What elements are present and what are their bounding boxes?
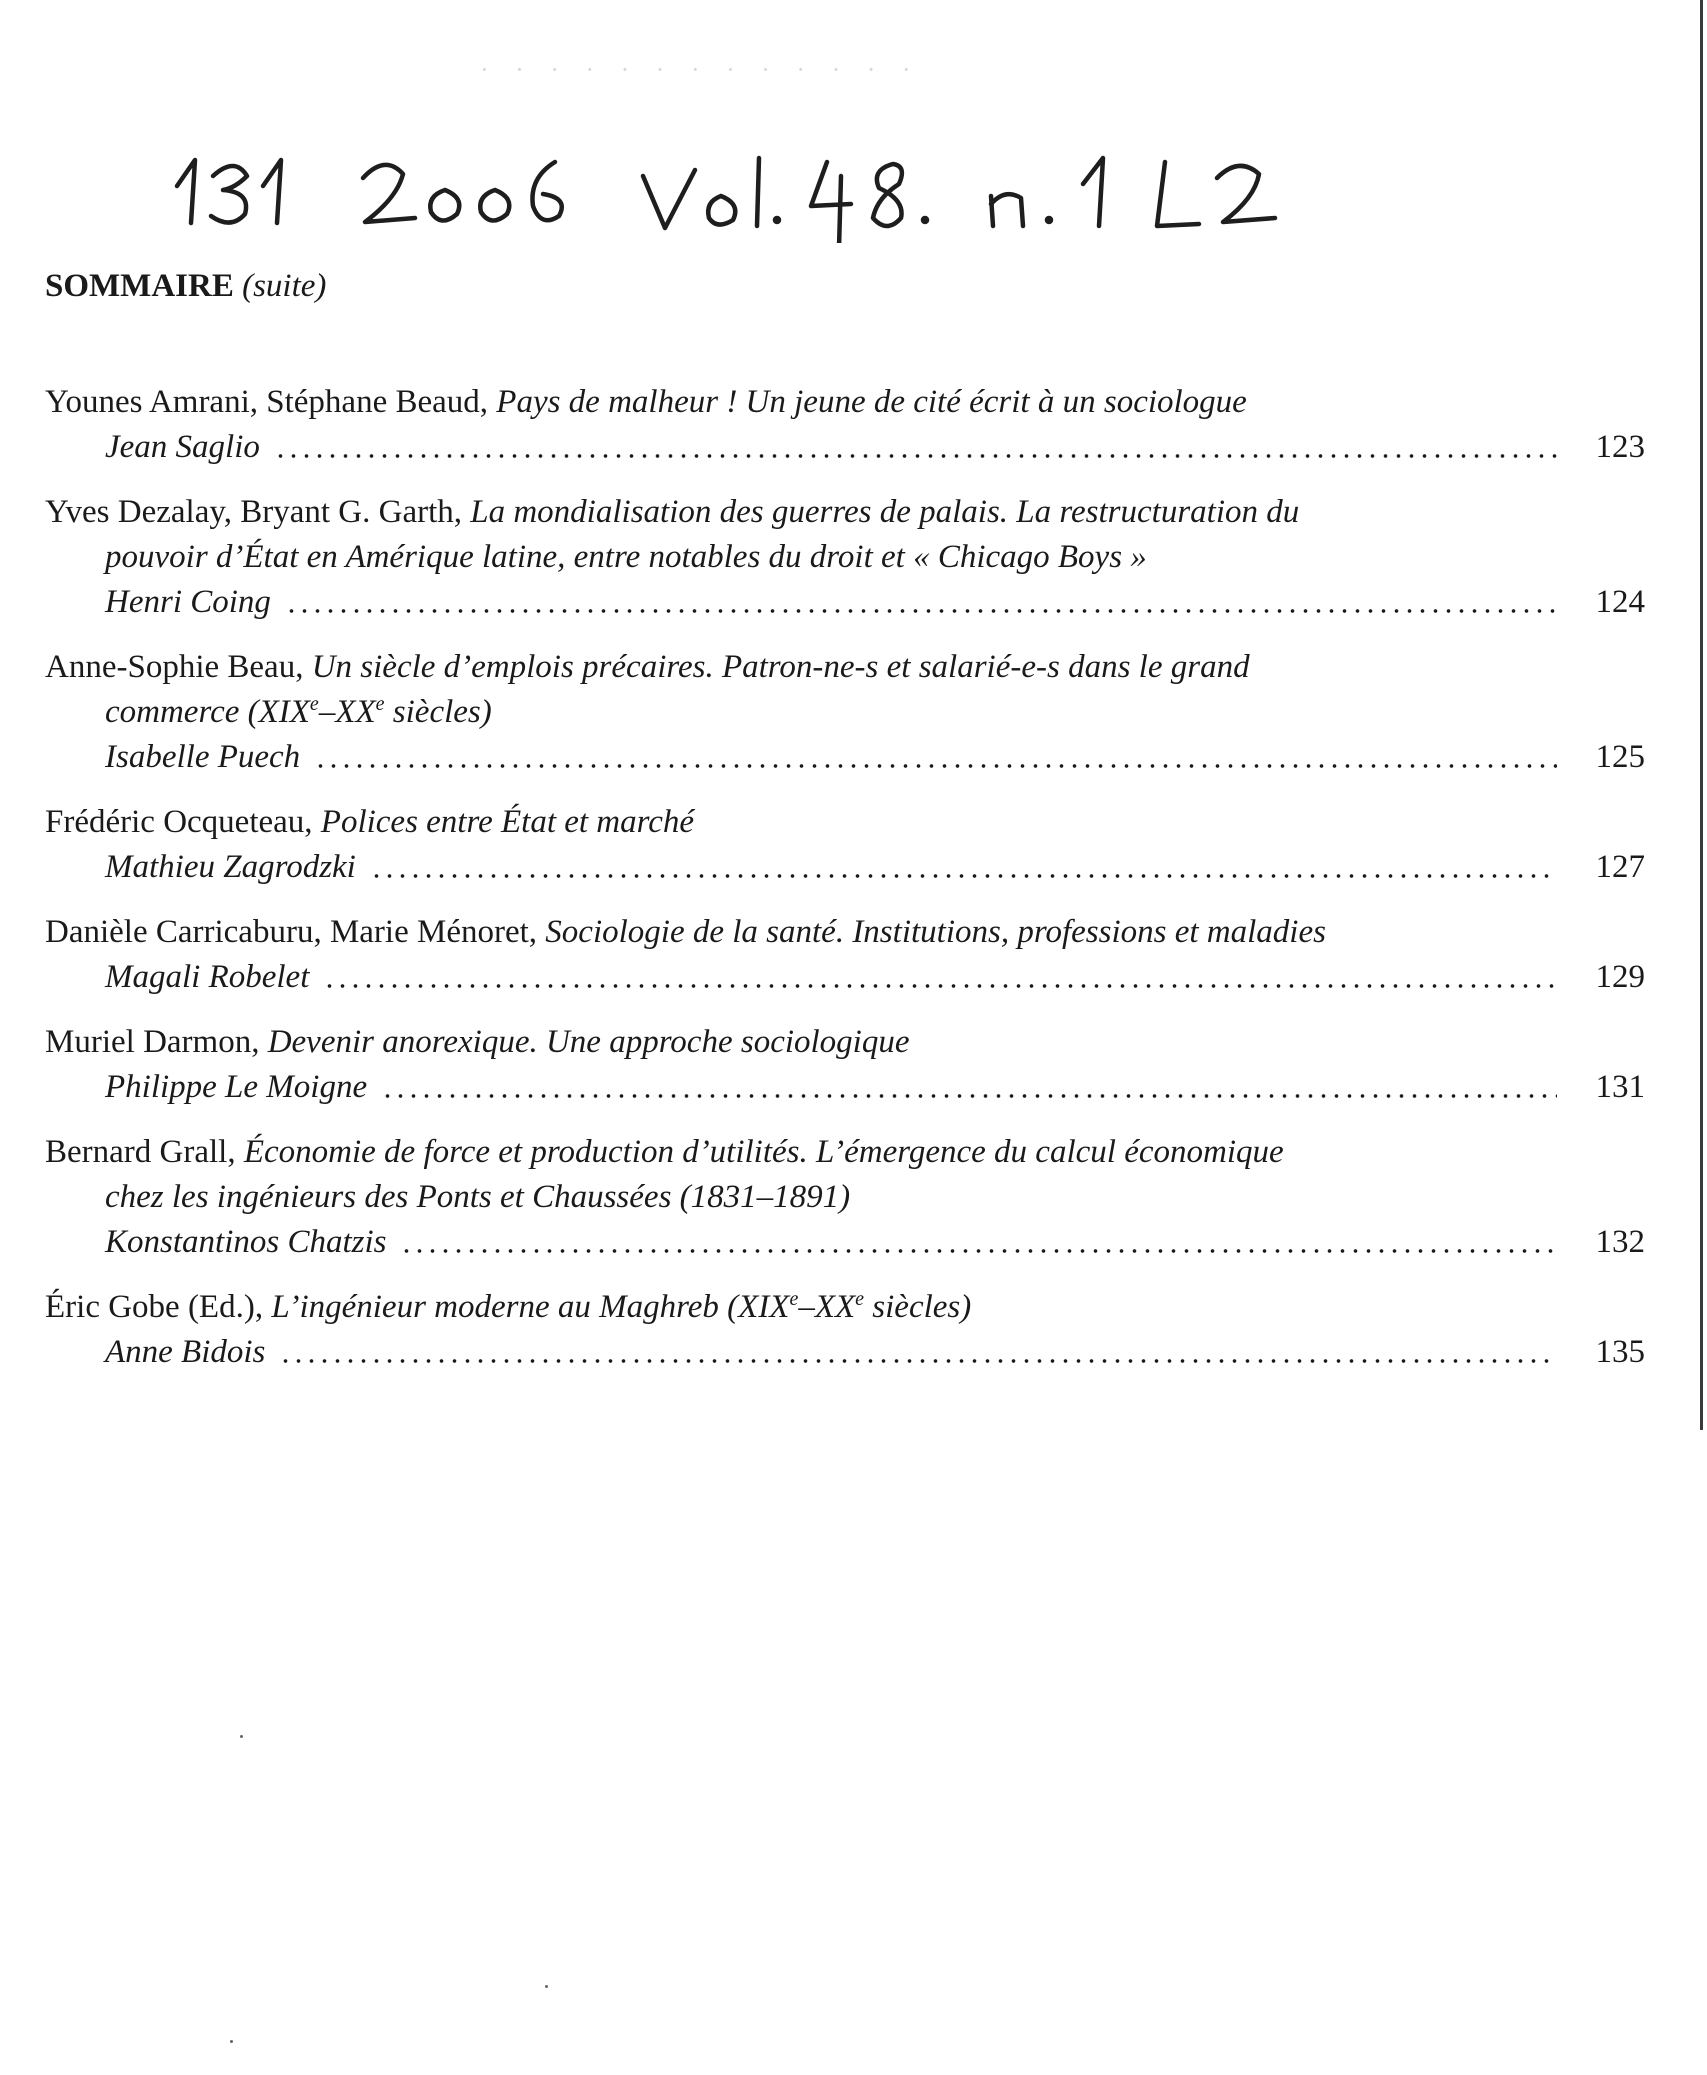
dot-leader bbox=[370, 872, 1557, 880]
dot-leader bbox=[400, 1247, 1557, 1255]
entry-authors: Yves Dezalay, Bryant G. Garth, bbox=[45, 494, 462, 530]
toc-entry bbox=[45, 1130, 1645, 1265]
page-edge-rule bbox=[1700, 0, 1703, 1430]
entry-title: L’ingénieur moderne au Maghreb (XIXe–XXe siècles) bbox=[271, 1288, 972, 1325]
entry-authors: Younes Amrani, Stéphane Beaud, bbox=[45, 384, 489, 420]
entry-page-number: 127 bbox=[1595, 849, 1645, 885]
faint-running-header: · · · · · · · · · · · · · bbox=[480, 55, 921, 84]
dot-leader bbox=[381, 1092, 1557, 1100]
entry-title: Un siècle d’emplois précaires. Patron-ne-s et salarié-e-s dans le grand bbox=[311, 649, 1250, 685]
entry-page-number: 131 bbox=[1595, 1069, 1645, 1105]
entry-page-number: 125 bbox=[1595, 739, 1645, 775]
scan-speck bbox=[240, 1735, 243, 1738]
reviewer-line bbox=[45, 580, 1645, 625]
heading-title: SOMMAIRE bbox=[45, 268, 234, 304]
toc-entry bbox=[45, 380, 1645, 470]
entry-title: Polices entre État et marché bbox=[320, 804, 695, 840]
toc-entry bbox=[45, 1285, 1645, 1375]
entry-reviewer: Mathieu Zagrodzki bbox=[105, 849, 356, 885]
scan-speck bbox=[230, 2040, 233, 2043]
entry-reviewer: Jean Saglio bbox=[105, 429, 260, 465]
entry-page-number: 132 bbox=[1595, 1224, 1645, 1260]
entry-title: Devenir anorexique. Une approche sociologique bbox=[267, 1024, 910, 1060]
entry-title: La mondialisation des guerres de palais. La restructuration du bbox=[470, 494, 1300, 530]
entry-page-number: 124 bbox=[1595, 584, 1645, 620]
entry-title: Économie de force et production d’utilités. L’émergence du calcul économique bbox=[243, 1134, 1284, 1170]
entry-page-number: 129 bbox=[1595, 959, 1645, 995]
entry-reviewer: Philippe Le Moigne bbox=[105, 1069, 368, 1105]
contents-heading bbox=[45, 268, 326, 305]
dot-leader bbox=[285, 607, 1557, 615]
entry-title-continued: chez les ingénieurs des Ponts et Chaussées (1831–1891) bbox=[105, 1179, 851, 1215]
reviewer-line bbox=[45, 845, 1645, 890]
entry-page-number: 123 bbox=[1595, 429, 1645, 465]
entry-title-continued: pouvoir d’État en Amérique latine, entre notables du droit et « Chicago Boys » bbox=[105, 539, 1147, 575]
toc-entry bbox=[45, 490, 1645, 625]
reviewer-line bbox=[45, 425, 1645, 470]
reviewer-line bbox=[45, 735, 1645, 780]
heading-suffix: (suite) bbox=[242, 268, 327, 304]
toc-entry bbox=[45, 800, 1645, 890]
entry-reviewer: Isabelle Puech bbox=[105, 739, 301, 775]
toc-entry bbox=[45, 910, 1645, 1000]
toc-entry bbox=[45, 645, 1645, 780]
entry-authors: Bernard Grall, bbox=[45, 1134, 236, 1170]
reviewer-line bbox=[45, 955, 1645, 1000]
entry-authors: Éric Gobe (Ed.), bbox=[45, 1289, 264, 1325]
entry-title: Pays de malheur ! Un jeune de cité écrit à un sociologue bbox=[496, 384, 1247, 420]
toc-entry bbox=[45, 1020, 1645, 1110]
entry-authors: Anne-Sophie Beau, bbox=[45, 649, 304, 685]
entry-reviewer: Anne Bidois bbox=[105, 1334, 266, 1370]
reviewer-line bbox=[45, 1065, 1645, 1110]
dot-leader bbox=[323, 982, 1557, 990]
dot-leader bbox=[274, 452, 1557, 460]
dot-leader bbox=[314, 762, 1557, 770]
dot-leader bbox=[279, 1357, 1557, 1365]
entry-reviewer: Konstantinos Chatzis bbox=[105, 1224, 387, 1260]
entry-title-continued: commerce (XIXe–XXe siècles) bbox=[105, 693, 492, 730]
entry-authors: Danièle Carricaburu, Marie Ménoret, bbox=[45, 914, 538, 950]
entry-reviewer: Henri Coing bbox=[105, 584, 271, 620]
entry-authors: Muriel Darmon, bbox=[45, 1024, 260, 1060]
entry-authors: Frédéric Ocqueteau, bbox=[45, 804, 313, 840]
scan-speck bbox=[545, 1985, 548, 1988]
entry-page-number: 135 bbox=[1595, 1334, 1645, 1370]
entry-title: Sociologie de la santé. Institutions, professions et maladies bbox=[545, 914, 1326, 950]
reviewer-line bbox=[45, 1220, 1645, 1265]
handwritten-annotation bbox=[165, 148, 1315, 243]
reviewer-line bbox=[45, 1330, 1645, 1375]
entry-reviewer: Magali Robelet bbox=[105, 959, 310, 995]
table-of-contents bbox=[45, 380, 1645, 1395]
